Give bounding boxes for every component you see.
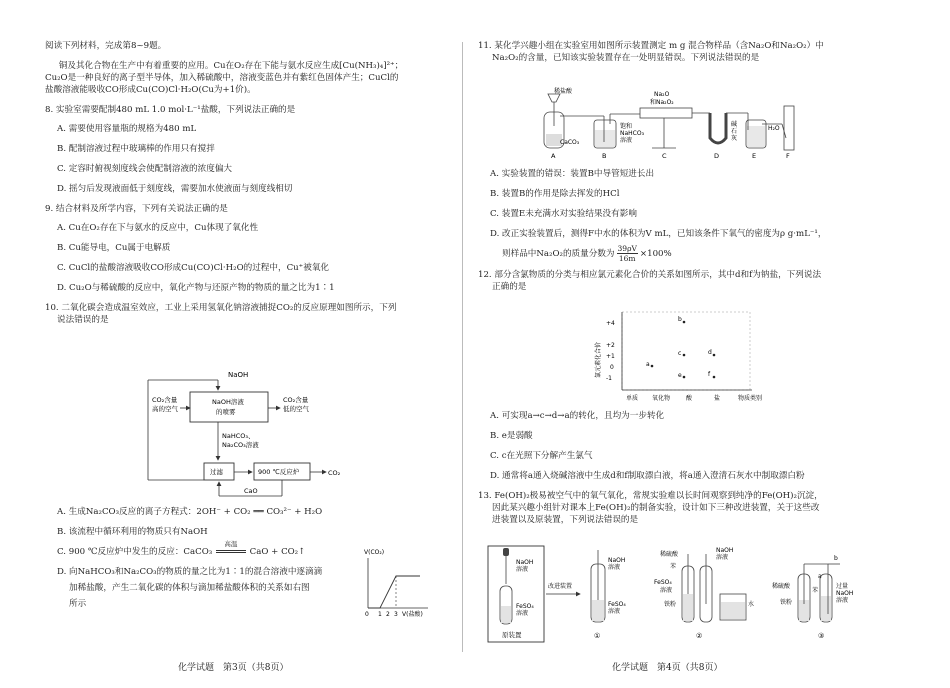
- fe-number-2: ②: [696, 632, 703, 640]
- fe2-benzene: 苯: [670, 563, 677, 570]
- orig-feso4-2: 溶液: [516, 610, 529, 617]
- q12-option-a: A. 可实现a→c→d→a的转化，且均为一步转化: [490, 411, 665, 421]
- q10c-condition: 高温: [224, 540, 238, 548]
- q10-option-d-line-1: D. 向NaHCO₃和Na₂CO₃的物质的量之比为1∶1的混合溶液中逐滴滴: [57, 567, 323, 577]
- fe1-feso4-1: FeSO₄: [608, 601, 626, 608]
- q12-options: [478, 410, 898, 526]
- high-co2-label-1: CO₂含量: [152, 396, 178, 404]
- app-lime-1: 碱: [731, 121, 738, 128]
- app-satd-3: 溶液: [620, 137, 633, 144]
- cl-ylabel: 氯元素化合价: [595, 341, 602, 378]
- cl-label-f: f: [708, 371, 711, 378]
- graph-xlabel: V(盐酸): [402, 611, 423, 618]
- q9-option-c: C. CuCl的盐酸溶液吸收CO形成Cu(CO)Cl·H₂O的过程中，Cu⁺被氧化: [57, 263, 330, 273]
- original-label: 原装置: [502, 631, 522, 639]
- q11d-numerator: 39ρV: [617, 244, 637, 253]
- chlorine-valence-chart: [592, 308, 802, 404]
- fe3-iron: 铁粉: [780, 599, 793, 606]
- left-column: [45, 40, 475, 326]
- fe3-a-label: a: [818, 573, 822, 580]
- question-10-line-1: 10. 二氧化碳会造成温室效应，工业上采用氢氧化钠溶液捕捉CO₂的反应原理如图所示，下列: [45, 303, 397, 313]
- q11-apparatus-diagram: [534, 86, 804, 162]
- app-satd-2: NaHCO₃: [620, 130, 644, 137]
- co2-out-label: CO₂: [328, 469, 341, 477]
- q10c-pre: C. 900 ℃反应炉中发生的反应：CaCO₃: [57, 547, 213, 557]
- fe3-benzene: 苯: [812, 587, 819, 594]
- app-water-label: H₂O: [768, 125, 780, 132]
- cl-point-e: [683, 376, 686, 379]
- fe3-excess: 过量: [836, 583, 849, 590]
- q10-option-b: B. 该流程中循环利用的物质只有NaOH: [57, 527, 208, 537]
- app-label-e: E: [752, 152, 757, 160]
- app-lime-3: 灰: [731, 135, 738, 142]
- cl-ytick-0: 0: [610, 364, 614, 371]
- column-divider: [462, 42, 463, 652]
- cl-ytick-p2: +2: [606, 342, 615, 349]
- fe2-naoh-2: 溶液: [716, 554, 729, 561]
- low-co2-label-1: CO₂含量: [283, 396, 309, 404]
- question-13-line-1: 13. Fe(OH)₂极易被空气中的氧气氧化，常规实验难以长时间观察到纯净的Fe(OH)₂沉淀，: [478, 491, 823, 501]
- fe-number-1: ①: [594, 632, 601, 640]
- fe1-feso4-2: 溶液: [608, 608, 621, 615]
- co2-volume-graph: [356, 546, 442, 620]
- fe3-b-label: b: [834, 555, 838, 562]
- fe2-dilute: 稀硫酸: [660, 551, 679, 558]
- fe2-feso4: FeSO₄: [654, 579, 672, 586]
- fe2-water: 水: [748, 601, 755, 608]
- q10c-post: CaO + CO₂↑: [249, 547, 306, 557]
- fe2-naoh-1: NaOH: [716, 547, 734, 554]
- question-13-line-2: 因此某兴趣小组针对课本上Fe(OH)₂的制备实验，设计如下三种改进装置，关于这些改: [492, 503, 820, 513]
- cl-label-c: c: [678, 350, 682, 357]
- cl-ytick-m1: -1: [606, 375, 612, 382]
- q8-option-a: A. 需要使用容量瓶的规格为480 mL: [57, 124, 197, 134]
- question-13-line-3: 进装置以及原装置，下列说法错误的是: [492, 515, 639, 525]
- spray-label-2: 的喷雾: [216, 408, 236, 416]
- cl-point-d: [713, 354, 716, 357]
- reading-intro: 阅读下列材料，完成第8~9题。: [45, 41, 167, 51]
- q10-option-d-line-2: 加稀盐酸，产生二氧化碳的体积与滴加稀盐酸体积的关系如右图: [69, 583, 310, 593]
- filter-label: 过滤: [210, 468, 223, 476]
- app-caco3-label: CaCO₃: [560, 139, 580, 146]
- co2-capture-flow-diagram: [140, 368, 360, 502]
- app-label-a: A: [551, 152, 556, 160]
- fe-number-3: ③: [818, 632, 825, 640]
- q11d-post: ×100%: [639, 249, 672, 259]
- q11-option-d-line-2: [502, 244, 898, 263]
- graph-tick-0: 0: [365, 611, 369, 618]
- cl-ytick-p4: +4: [606, 320, 615, 327]
- cl-xtick-oxide: 氧化物: [652, 395, 671, 402]
- cl-point-c: [683, 354, 686, 357]
- cl-xtick-salt: 盐: [714, 395, 721, 402]
- fe1-naoh-1: NaOH: [608, 557, 626, 564]
- question-9: 9. 结合材料及所学内容，下列有关说法正确的是: [45, 204, 228, 214]
- orig-naoh-1: NaOH: [516, 559, 534, 566]
- q8-option-c: C. 定容时俯视刻度线会使配制溶液的浓度偏大: [57, 164, 233, 174]
- q9-option-d: D. Cu₂O与稀硫酸的反应中，氧化产物与还原产物的物质的量之比为1∶1: [57, 283, 335, 293]
- cl-label-a: a: [646, 361, 650, 368]
- q11d-pre: 则样品中Na₂O₂的质量分数为: [502, 249, 615, 259]
- question-12-line-1: 12. 部分含氯物质的分类与相应氯元素化合价的关系如图所示，其中d和f为钠盐，下列说法: [478, 270, 822, 280]
- cl-xtick-acid: 酸: [686, 395, 693, 402]
- fe2-feso4-solution: 溶液: [660, 587, 673, 594]
- app-label-f: F: [786, 152, 790, 160]
- feoh2-apparatus-diagram: [484, 544, 904, 648]
- fe2-iron: 铁粉: [664, 601, 677, 608]
- app-label-c: C: [662, 152, 667, 160]
- graph-tick-1: 1: [378, 611, 382, 618]
- fe3-naoh-1: NaOH: [836, 590, 854, 597]
- q11-options: [478, 168, 898, 293]
- high-co2-label-2: 高的空气: [152, 405, 178, 413]
- q11-option-a: A. 实验装置的错误：装置B中导管短进长出: [490, 169, 655, 179]
- app-label-b: B: [602, 152, 607, 160]
- cl-xlabel: 物质类别: [738, 395, 763, 402]
- question-8: 8. 实验室需要配制480 mL 1.0 mol·L⁻¹盐酸，下列说法正确的是: [45, 105, 296, 115]
- q9-option-b: B. Cu能导电，Cu属于电解质: [57, 243, 171, 253]
- q10-option-a: A. 生成Na₂CO₃反应的离子方程式：2OH⁻ + CO₂ ══ CO₃²⁻ + H₂O: [57, 507, 323, 517]
- q11d-fraction: [617, 244, 638, 263]
- mid-solution-label-2: Na₂CO₃溶液: [222, 441, 259, 449]
- q12-option-c: C. c在光照下分解产生氯气: [490, 451, 593, 461]
- q8-option-b: B. 配制溶液过程中玻璃棒的作用只有搅拌: [57, 144, 215, 154]
- q9-option-a: A. Cu在O₂存在下与氨水的反应中，Cu体现了氧化性: [57, 223, 259, 233]
- q10-option-d-line-3: 所示: [69, 599, 87, 609]
- app-lime-2: 石: [731, 128, 738, 135]
- q8-option-d: D. 摇匀后发现液面低于刻度线，需要加水使液面与刻度线相切: [57, 184, 293, 194]
- fe3-dilute: 稀硫酸: [772, 583, 791, 590]
- question-12-line-2: 正确的是: [492, 282, 527, 292]
- question-11-line-2: Na₂O₂的含量，已知该实验装置存在一处明显错误。下列说法错误的是: [492, 53, 760, 63]
- app-sample-1: Na₂O: [654, 91, 670, 98]
- app-acid-label: 稀盐酸: [554, 88, 573, 95]
- q11-option-c: C. 装置E未充满水对实验结果没有影响: [490, 209, 637, 219]
- app-sample-2: 和Na₂O₂: [650, 99, 674, 106]
- footer-left: 化学试题 第3页（共8页）: [178, 663, 289, 673]
- material-line-2: Cu₂O是一种良好的离子型半导体，加入稀硫酸中，溶液变蓝色并有紫红色固体产生；CuCl的: [45, 73, 399, 83]
- spray-label-1: NaOH溶液: [212, 398, 244, 406]
- cl-point-b: [683, 321, 686, 324]
- fe1-naoh-2: 溶液: [608, 564, 621, 571]
- q11-option-b: B. 装置B的作用是除去挥发的HCl: [490, 189, 620, 199]
- cl-ytick-p1: +1: [606, 353, 615, 360]
- app-satd-1: 饱和: [620, 123, 633, 130]
- right-column: [478, 40, 898, 64]
- question-11-line-1: 11. 某化学兴趣小组在实验室用如图所示装置测定 m g 混合物样品（含Na₂O和Na₂O₂）中: [478, 41, 824, 51]
- material-line-3: 盐酸溶液能吸收CO形成Cu(CO)Cl·H₂O(Cu为+1价)。: [45, 85, 256, 95]
- mid-solution-label-1: NaHCO₃、: [222, 432, 255, 440]
- orig-naoh-2: 溶液: [516, 566, 529, 573]
- graph-ylabel: V(CO₂): [364, 549, 385, 556]
- footer-right: 化学试题 第4页（共8页）: [612, 663, 723, 673]
- q11-option-d-line-1: D. 改正实验装置后，测得F中水的体积为V mL，已知该条件下氧气的密度为ρ g·mL⁻¹，: [490, 229, 827, 239]
- flow-naoh-label: NaOH: [228, 371, 249, 379]
- improved-label: 改进装置: [548, 583, 573, 590]
- graph-curve: [368, 576, 420, 608]
- cl-xtick-element: 单质: [626, 395, 639, 402]
- material-line-1: 铜及其化合物在生产中有着重要的应用。Cu在O₂存在下能与氨水反应生成[Cu(NH₃)₄]²⁺；: [58, 61, 404, 71]
- q11d-denominator: 16m: [618, 254, 636, 263]
- cl-label-e: e: [678, 372, 682, 379]
- cl-label-b: b: [678, 316, 682, 323]
- q12-option-d: D. 通常将a通入烧碱溶液中生成d和f制取漂白液，将a通入澄清石灰水中制取漂白粉: [490, 471, 805, 481]
- spray-tower-box: [190, 392, 268, 422]
- graph-tick-3: 3: [394, 611, 398, 618]
- app-label-d: D: [714, 152, 720, 160]
- low-co2-label-2: 低的空气: [283, 405, 309, 413]
- fe3-naoh-2: 溶液: [836, 597, 849, 604]
- cl-point-a: [651, 365, 654, 368]
- cao-label: CaO: [244, 487, 258, 495]
- orig-feso4-1: FeSO₄: [516, 603, 534, 610]
- question-10-line-2: 说法错误的是: [57, 315, 109, 325]
- graph-tick-2: 2: [386, 611, 390, 618]
- cl-point-f: [713, 376, 716, 379]
- furnace-label: 900 ℃反应炉: [258, 468, 300, 476]
- q12-option-b: B. e是弱酸: [490, 431, 533, 441]
- cl-label-d: d: [708, 349, 712, 356]
